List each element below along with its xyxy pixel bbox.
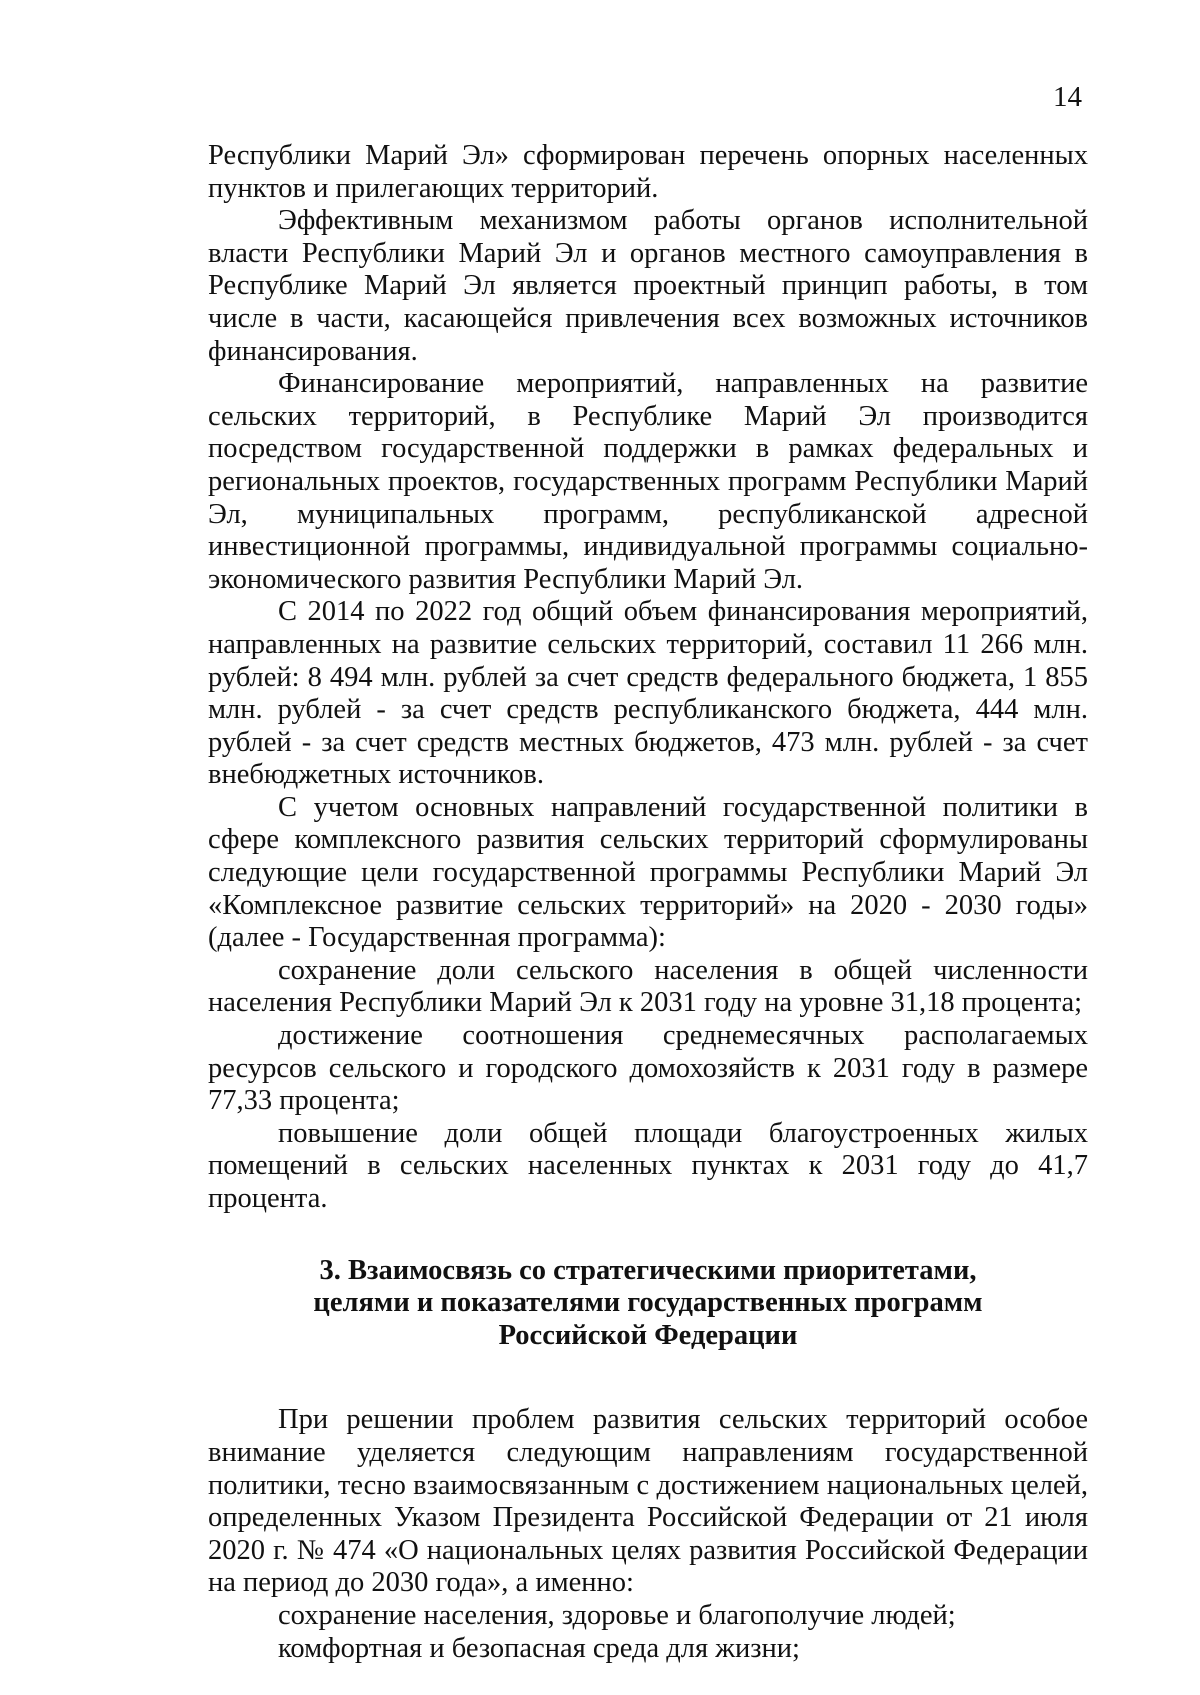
paragraph-section-intro: При решении проблем развития сельских территорий особое внимание уделяется следующим направлениям государственной политики, тесно взаимосвязанным с достижением национальных целей, определенных Указом Президента Российской Федерации от 21 июля 2020 г. № 474 «О национальных целях развития Российской Федерации на период до 2030 года», а именно: (208, 1404, 1088, 1599)
section-heading-line: 3. Взаимосвязь со стратегическими приоритетами, (319, 1254, 977, 1286)
paragraph-program-goals: С учетом основных направлений государственной политики в сфере комплексного развития сельских территорий сформулированы следующие цели государственной программы Республики Марий Эл «Комплексное развитие сельских территорий» на 2020 - 2030 годы» (далее - Государственная программа): (208, 791, 1088, 954)
document-body (208, 140, 1088, 1665)
section-heading-line: целями и показателями государственных программ (313, 1287, 983, 1319)
list-item: комфортная и безопасная среда для жизни; (278, 1632, 800, 1664)
list-item: сохранение населения, здоровье и благополучие людей; (278, 1599, 956, 1631)
paragraph-continuation: Республики Марий Эл» сформирован перечень опорных населенных пунктов и прилегающих территорий. (208, 140, 1088, 204)
paragraph-project-principle: Эффективным механизмом работы органов исполнительной власти Республики Марий Эл и органов местного самоуправления в Республике Марий Эл является проектный принцип работы, в том числе в части, касающейся привлечения всех возможных источников финансирования. (208, 205, 1088, 367)
section-heading-line: Российской Федерации (498, 1319, 798, 1351)
paragraph-financing-sources: Финансирование мероприятий, направленных на развитие сельских территорий, в Республике Марий Эл производится посредством государственной поддержки в рамках федеральных и региональных проектов, государственных программ Республики Марий Эл, муниципальных программ, республиканской адресной инвестиционной программы, индивидуальной программы социально-экономического развития Республики Марий Эл. (208, 368, 1088, 595)
paragraph-financing-volume: С 2014 по 2022 год общий объем финансирования мероприятий, направленных на развитие сельских территорий, составил 11 266 млн. рублей: 8 494 млн. рублей за счет средств федерального бюджета, 1 855 млн. рублей - за счет средств республиканского бюджета, 444 млн. рублей - за счет средств местных бюджетов, 473 млн. рублей - за счет внебюджетных источников. (208, 596, 1088, 791)
page-number: 14 (1053, 81, 1082, 113)
goal-item-rural-population: сохранение доли сельского населения в общей численности населения Республики Марий Эл к 2031 году на уровне 31,18 процента; (208, 954, 1088, 1019)
goal-item-housing-area: повышение доли общей площади благоустроенных жилых помещений в сельских населенных пунктах к 2031 году до 41,7 процента. (208, 1117, 1088, 1214)
section-heading (208, 1255, 1088, 1353)
goal-item-household-resources: достижение соотношения среднемесячных располагаемых ресурсов сельского и городского домохозяйств к 2031 году в размере 77,33 процента; (208, 1020, 1088, 1117)
